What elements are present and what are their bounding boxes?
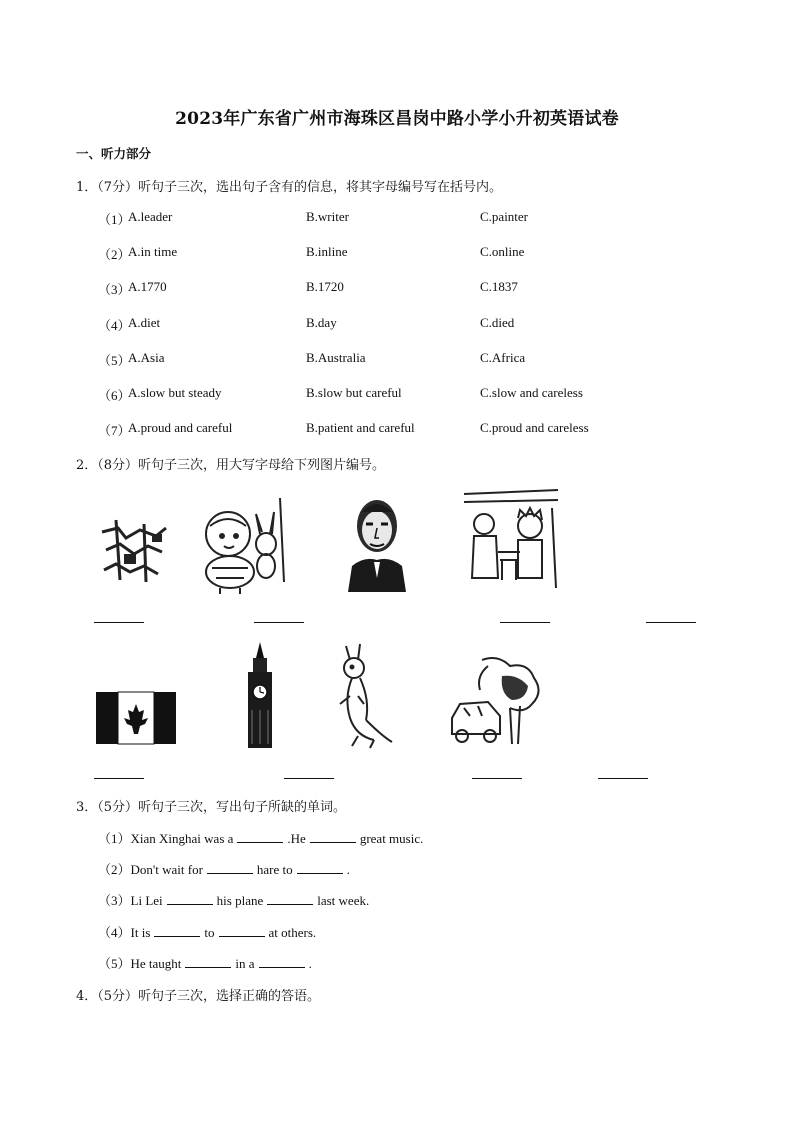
option-a: A.slow but steady [128,385,222,400]
sentence-part: his plane [216,893,264,908]
sentence-part: hare to [256,862,293,877]
option-a: A.proud and careful [128,420,233,435]
picture-answer-blank[interactable] [598,778,648,779]
question-3-stem: 3．（5分）听句子三次，写出句子所缺的单词。 [76,800,347,815]
picture-two-children [462,488,562,592]
picture-answer-blank[interactable] [500,622,550,623]
option-a: A.1770 [128,279,167,294]
option-c: C.proud and careless [480,420,589,435]
picture-answer-blank[interactable] [94,778,144,779]
item-number: （2） [98,862,131,877]
answer-blank[interactable] [154,925,200,937]
answer-blank[interactable] [267,893,313,905]
option-a: A.Asia [128,350,165,365]
picture-answer-blank[interactable] [254,622,304,623]
fill-blank-row [98,859,350,878]
answer-blank[interactable] [207,862,253,874]
option-number: （7） [98,423,131,438]
item-number: （4） [98,925,131,940]
option-c: C.Africa [480,350,526,365]
option-b: B.day [306,315,337,330]
picture-tortoise-and-hare [198,492,294,596]
question-2-stem: 2．（8分）听句子三次，用大写字母给下列图片编号。 [76,458,386,473]
option-number: （6） [98,388,131,403]
option-b: B.Australia [306,350,366,365]
page-title: 2023年广东省广州市海珠区昌岗中路小学小升初英语试卷 [175,109,619,129]
picture-kangaroo [330,640,396,750]
answer-blank[interactable] [259,956,305,968]
sentence-part: It is [130,925,151,940]
answer-blank[interactable] [185,956,231,968]
option-c: C.online [480,244,525,259]
picture-answer-blank[interactable] [284,778,334,779]
item-number: （3） [98,893,131,908]
option-c: C.slow and careless [480,385,583,400]
sentence-part: in a [235,956,255,971]
picture-answer-blank[interactable] [646,622,696,623]
answer-blank[interactable] [297,862,343,874]
sentence-part: He taught [130,956,182,971]
option-c: C.died [480,315,515,330]
sentence-part: Don't wait for [130,862,203,877]
option-c: C.painter [480,209,529,224]
option-number: （2） [98,247,131,262]
sentence-part: at others. [268,925,317,940]
question-4-stem: 4．（5分）听句子三次，选择正确的答语。 [76,989,321,1004]
option-b: B.patient and careful [306,420,415,435]
fill-blank-row [98,922,316,941]
sentence-part: great music. [359,831,424,846]
answer-blank[interactable] [310,831,356,843]
picture-big-ben [240,640,280,750]
picture-answer-blank[interactable] [94,622,144,623]
picture-man-portrait [344,482,410,592]
option-number: （4） [98,318,131,333]
answer-blank[interactable] [237,831,283,843]
picture-car-and-tree [448,656,544,746]
option-number: （5） [98,353,131,368]
option-number: （1） [98,212,131,227]
sentence-part: last week. [317,893,370,908]
fill-blank-row [98,828,423,847]
option-b: B.inline [306,244,348,259]
option-a: A.leader [128,209,173,224]
item-number: （5） [98,956,131,971]
picture-answer-blank[interactable] [472,778,522,779]
sentence-part: . [308,956,312,971]
answer-blank[interactable] [219,925,265,937]
option-number: （3） [98,282,131,297]
fill-blank-row [98,890,369,909]
option-b: B.1720 [306,279,344,294]
answer-blank[interactable] [167,893,213,905]
item-number: （1） [98,831,131,846]
picture-sketch-scribble [96,510,172,590]
option-a: A.in time [128,244,178,259]
question-1-stem: 1．（7分）听句子三次，选出句子含有的信息，将其字母编号写在括号内。 [76,180,503,195]
sentence-part: .He [287,831,306,846]
sentence-part: Xian Xinghai was a [130,831,234,846]
fill-blank-row [98,953,312,972]
option-b: B.writer [306,209,349,224]
picture-canada-flag [96,690,176,746]
sentence-part: Li Lei [130,893,163,908]
sentence-part: . [346,862,350,877]
section-heading-listening: 一、听力部分 [76,146,152,161]
sentence-part: to [204,925,215,940]
option-a: A.diet [128,315,161,330]
option-c: C.1837 [480,279,518,294]
option-b: B.slow but careful [306,385,402,400]
